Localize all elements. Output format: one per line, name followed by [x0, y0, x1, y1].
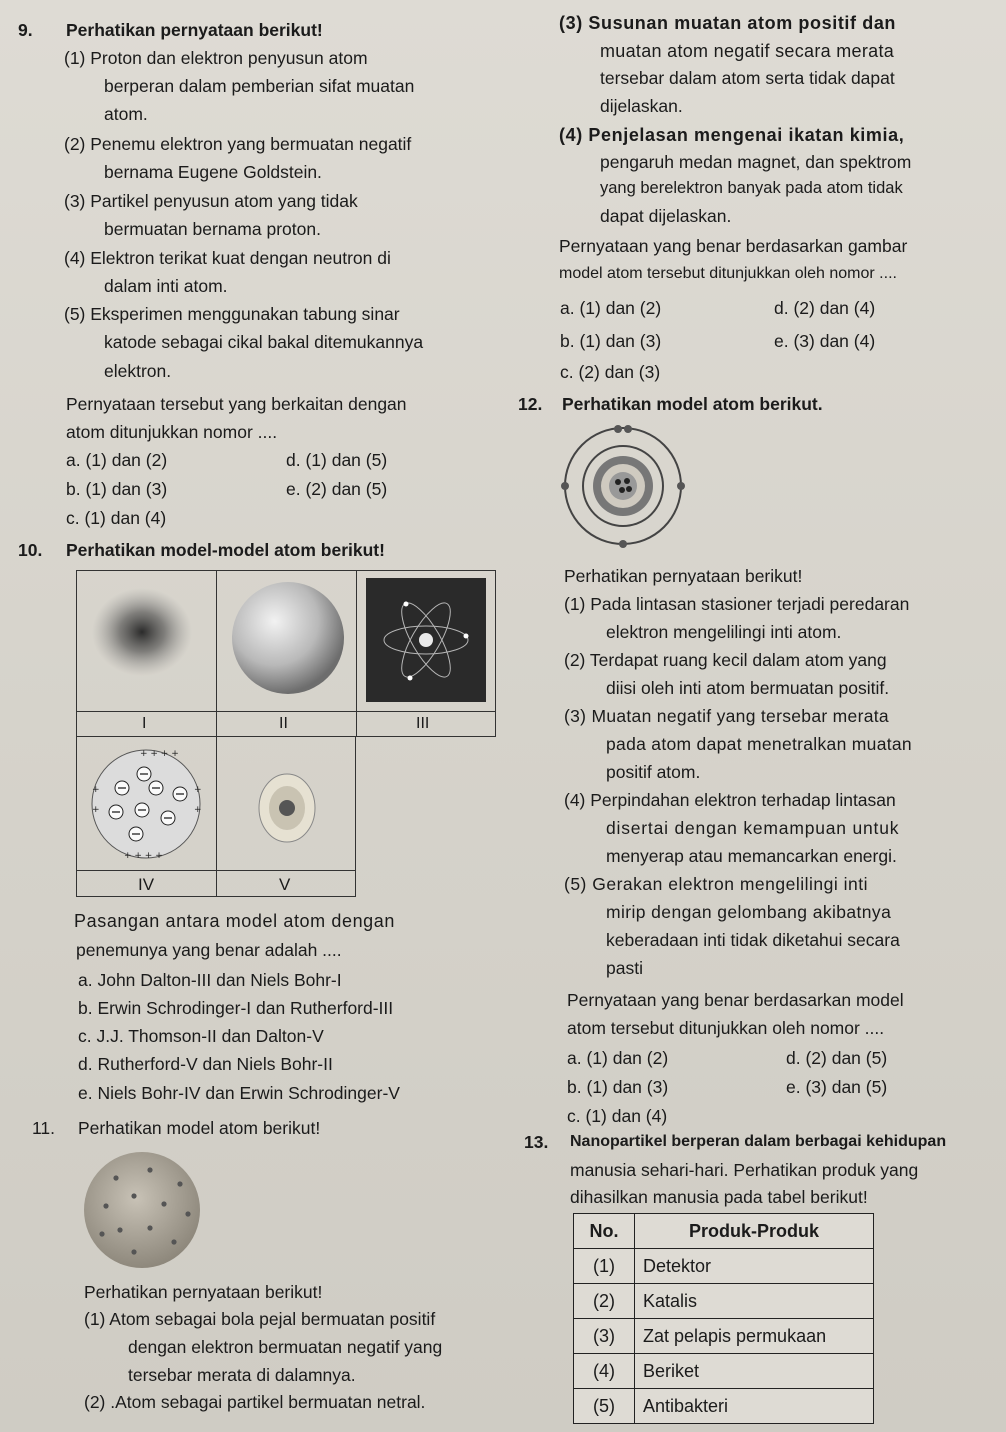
q11-sub-prompt: Perhatikan pernyataan berikut! — [84, 1282, 323, 1302]
q12-statement-5a: (5) Gerakan elektron mengelilingi inti — [564, 874, 868, 894]
q11-number: 11. — [32, 1118, 56, 1138]
model-label-1: I — [142, 715, 147, 732]
q9-cont-option-d[interactable]: d. (2) dan (4) — [774, 298, 876, 318]
q9-cont-question-1: Pernyataan yang benar berdasarkan gambar — [559, 236, 908, 256]
q9-cont-line-4: dijelaskan. — [600, 96, 683, 116]
q9-cont-option-a[interactable]: a. (1) dan (2) — [560, 298, 662, 318]
atom-models-figure — [76, 570, 496, 900]
q9-question-line-1: Pernyataan tersebut yang berkaitan dengan — [66, 394, 407, 414]
dotted-sphere-model-image — [84, 1150, 204, 1270]
table-cell-product: Antibakteri — [635, 1389, 874, 1424]
q9-cont-line-2: muatan atom negatif secara merata — [600, 41, 895, 61]
q10-prompt: Perhatikan model-model atom berikut! — [66, 540, 385, 560]
q9-statement-5b: katode sebagai cikal bakal ditemukannya — [104, 332, 424, 352]
q10-option-e[interactable]: e. Niels Bohr-IV dan Erwin Schrodinger-V — [78, 1083, 400, 1103]
q9-cont-line-8: dapat dijelaskan. — [600, 206, 732, 226]
q9-statement-4b: dalam inti atom. — [104, 276, 228, 296]
model-label-4: IV — [138, 875, 155, 894]
svg-text:+ + + +: + + + + — [140, 749, 179, 759]
q9-statement-3b: bermuatan bernama proton. — [104, 219, 321, 239]
q11-statement-1b: dengan elektron bermuatan negatif yang — [128, 1337, 443, 1357]
model-label-5: V — [279, 875, 291, 894]
table-header-row — [574, 1214, 874, 1249]
q13-number: 13. — [524, 1132, 549, 1152]
q12-option-d[interactable]: d. (2) dan (5) — [786, 1048, 888, 1068]
q12-option-e[interactable]: e. (3) dan (5) — [786, 1077, 888, 1097]
q10-option-b[interactable]: b. Erwin Schrodinger-I dan Rutherford-III — [78, 998, 394, 1018]
model-label-3: III — [416, 715, 430, 732]
svg-text:+: + — [92, 805, 100, 815]
svg-text:+: + — [194, 785, 202, 795]
q12-option-b[interactable]: b. (1) dan (3) — [567, 1077, 669, 1097]
q12-statement-3a: (3) Muatan negatif yang tersebar merata — [564, 706, 889, 726]
q9-option-e[interactable]: e. (2) dan (5) — [286, 479, 388, 499]
table-header-no: No. — [574, 1214, 635, 1249]
q9-cont-option-c[interactable]: c. (2) dan (3) — [560, 362, 661, 382]
q9-question-line-2: atom ditunjukkan nomor .... — [66, 422, 278, 442]
table-row — [574, 1319, 874, 1354]
table-row — [574, 1389, 874, 1424]
products-table — [573, 1213, 874, 1424]
q9-option-a[interactable]: a. (1) dan (2) — [66, 450, 168, 470]
q9-cont-line-3: tersebar dalam atom serta tidak dapat — [600, 68, 895, 88]
table-row — [574, 1249, 874, 1284]
table-cell-no: (3) — [574, 1319, 635, 1354]
table-header-product: Produk-Produk — [635, 1214, 874, 1249]
electron-cloud-model-image — [80, 578, 210, 702]
plum-pudding-model-image — [84, 742, 208, 866]
q12-option-a[interactable]: a. (1) dan (2) — [567, 1048, 669, 1068]
q10-number: 10. — [18, 540, 43, 560]
solid-sphere-model-image — [224, 576, 352, 704]
q12-statement-5d: pasti — [606, 958, 643, 978]
q9-option-b[interactable]: b. (1) dan (3) — [66, 479, 168, 499]
q12-prompt: Perhatikan model atom berikut. — [562, 394, 823, 414]
q9-cont-line-1: (3) Susunan muatan atom positif dan — [559, 13, 897, 33]
table-cell-no: (1) — [574, 1249, 635, 1284]
q13-line-2: manusia sehari-hari. Perhatikan produk yang — [570, 1160, 919, 1180]
q12-statement-5c: keberadaan inti tidak diketahui secara — [606, 930, 900, 950]
q9-statement-1b: berperan dalam pemberian sifat muatan — [104, 76, 415, 96]
q9-cont-line-5: (4) Penjelasan mengenai ikatan kimia, — [559, 125, 905, 145]
q9-statement-4a: (4) Elektron terikat kuat dengan neutron di — [64, 248, 391, 268]
q12-statement-5b: mirip dengan gelombang akibatnya — [606, 902, 892, 922]
q9-cont-option-b[interactable]: b. (1) dan (3) — [560, 331, 662, 351]
q12-option-c[interactable]: c. (1) dan (4) — [567, 1106, 668, 1126]
q9-statement-3a: (3) Partikel penyusun atom yang tidak — [64, 191, 358, 211]
q12-number: 12. — [518, 394, 543, 414]
q9-statement-5c: elektron. — [104, 361, 172, 381]
q12-statement-4b: disertai dengan kemampuan untuk — [606, 818, 900, 838]
q12-statement-3b: pada atom dapat menetralkan muatan — [606, 734, 912, 754]
q12-statement-3c: positif atom. — [606, 762, 701, 782]
q9-statement-1a: (1) Proton dan elektron penyusun atom — [64, 48, 368, 68]
bohr-model-image — [560, 422, 690, 552]
table-cell-no: (2) — [574, 1284, 635, 1319]
q9-statement-1c: atom. — [104, 104, 148, 124]
q11-prompt: Perhatikan model atom berikut! — [78, 1118, 321, 1138]
svg-text:+ + + +: + + + + — [124, 851, 163, 861]
model-label-2: II — [279, 715, 288, 732]
label-cell-1 — [76, 710, 217, 737]
table-cell-product: Beriket — [635, 1354, 874, 1389]
table-cell-no: (4) — [574, 1354, 635, 1389]
q13-line-1: Nanopartikel berperan dalam berbagai kehidupan — [570, 1133, 947, 1150]
q10-option-d[interactable]: d. Rutherford-V dan Niels Bohr-II — [78, 1054, 333, 1074]
q12-question-line-1: Pernyataan yang benar berdasarkan model — [567, 990, 904, 1010]
table-cell-product: Detektor — [635, 1249, 874, 1284]
q10-option-c[interactable]: c. J.J. Thomson-II dan Dalton-V — [78, 1026, 324, 1046]
q11-statement-1a: (1) Atom sebagai bola pejal bermuatan positif — [84, 1309, 436, 1329]
table-row — [574, 1354, 874, 1389]
q9-option-d[interactable]: d. (1) dan (5) — [286, 450, 388, 470]
q12-statement-2b: diisi oleh inti atom bermuatan positif. — [606, 678, 890, 698]
q9-cont-line-6: pengaruh medan magnet, dan spektrom — [600, 152, 912, 172]
q9-statement-2b: bernama Eugene Goldstein. — [104, 162, 322, 182]
q12-statement-1a: (1) Pada lintasan stasioner terjadi peredaran — [564, 594, 910, 614]
q10-question-line-1: Pasangan antara model atom dengan — [74, 911, 396, 931]
q9-cont-option-e[interactable]: e. (3) dan (4) — [774, 331, 876, 351]
q9-cont-line-7: yang berelektron banyak pada atom tidak — [600, 179, 903, 197]
q12-statement-2a: (2) Terdapat ruang kecil dalam atom yang — [564, 650, 887, 670]
svg-text:+: + — [92, 785, 100, 795]
q12-sub-prompt: Perhatikan pernyataan berikut! — [564, 566, 803, 586]
nuclear-model-image — [366, 578, 486, 702]
table-cell-no: (5) — [574, 1389, 635, 1424]
table-row — [574, 1284, 874, 1319]
q9-number: 9. — [18, 20, 33, 40]
q10-option-a[interactable]: a. John Dalton-III dan Niels Bohr-I — [78, 970, 342, 990]
q13-line-3: dihasilkan manusia pada tabel berikut! — [570, 1187, 868, 1207]
q10-question-line-2: penemunya yang benar adalah .... — [76, 940, 342, 960]
table-cell-product: Zat pelapis permukaan — [635, 1319, 874, 1354]
q9-prompt: Perhatikan pernyataan berikut! — [66, 20, 323, 40]
svg-text:+: + — [194, 805, 202, 815]
q12-question-line-2: atom tersebut ditunjukkan oleh nomor .... — [567, 1018, 885, 1038]
q12-statement-1b: elektron mengelilingi inti atom. — [606, 622, 842, 642]
q11-statement-2: (2) .Atom sebagai partikel bermuatan netral. — [84, 1392, 426, 1412]
quantum-model-image — [252, 766, 322, 850]
q11-statement-1c: tersebar merata di dalamnya. — [128, 1365, 356, 1385]
q9-cont-question-2: model atom tersebut ditunjukkan oleh nomor .... — [559, 265, 897, 282]
q9-option-c[interactable]: c. (1) dan (4) — [66, 508, 167, 528]
q9-statement-5a: (5) Eksperimen menggunakan tabung sinar — [64, 304, 400, 324]
q12-statement-4a: (4) Perpindahan elektron terhadap lintasan — [564, 790, 896, 810]
q9-statement-2a: (2) Penemu elektron yang bermuatan negatif — [64, 134, 412, 154]
table-cell-product: Katalis — [635, 1284, 874, 1319]
q12-statement-4c: menyerap atau memancarkan energi. — [606, 846, 897, 866]
